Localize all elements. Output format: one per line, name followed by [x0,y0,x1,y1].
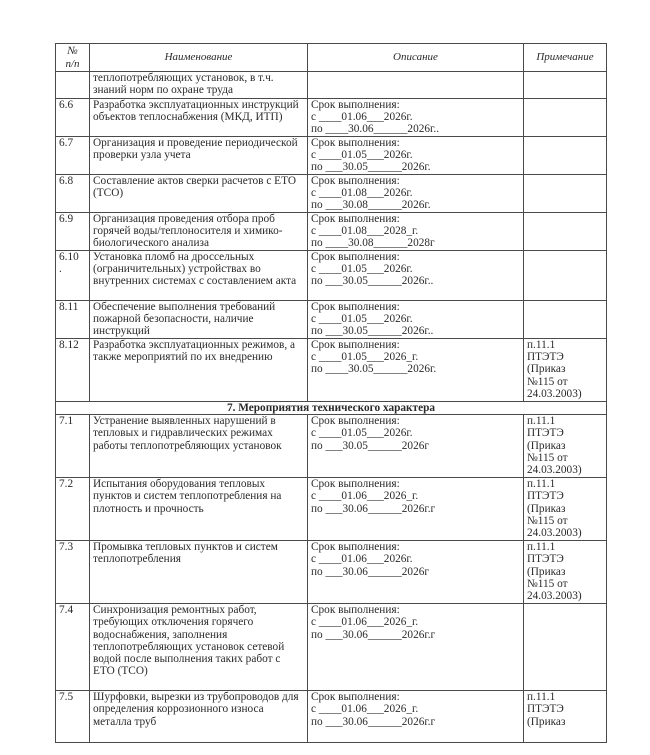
row-note [524,301,607,339]
row-name: Составление актов сверки расчетов с ЕТО (ТСО) [90,175,308,213]
header-description: Описание [308,44,524,72]
row-note [524,137,607,175]
row-note: п.11.1 ПТЭТЭ (Приказ №115 от 24.03.2003) [524,478,607,541]
row-note: п.11.1 ПТЭТЭ (Приказ [524,691,607,743]
row-description: Срок выполнения: с ____01.08___2026г. по ___30.08______2026г. [308,175,524,213]
row-note [524,213,607,251]
table-row [56,415,607,478]
row-number: 7.5 [56,691,90,743]
row-description: Срок выполнения: с ____01.06___2026_г. по ___30.06______2026г.г [308,604,524,691]
table-row [56,72,607,99]
header-name: Наименование [90,44,308,72]
section-title: 7. Мероприятия технического характера [56,402,607,415]
work-plan-table [55,43,607,743]
row-number: 8.12 [56,339,90,402]
row-description [308,72,524,99]
row-note [524,99,607,137]
row-name: Организация и проведение периодической проверки узла учета [90,137,308,175]
row-description: Срок выполнения: с ____01.06___2026г. по ____30.06______2026г.. [308,99,524,137]
table-row [56,137,607,175]
row-number: 7.3 [56,541,90,604]
row-name: теплопотребляющих установок, в т.ч. знаний норм по охране труда [90,72,308,99]
row-note [524,604,607,691]
row-number [56,72,90,99]
row-name: Шурфовки, вырезки из трубопроводов для определения коррозионного износа металла труб [90,691,308,743]
table-row [56,301,607,339]
table-row [56,175,607,213]
row-description: Срок выполнения: с ____01.08___2028_г. по ____30.08______2028г [308,213,524,251]
row-number: 7.1 [56,415,90,478]
row-description: Срок выполнения: с ____01.05___2026г. по ___30.05______2026г [308,415,524,478]
row-name: Установка пломб на дроссельных (ограничительных) устройствах во внутренних системах с составлением акта [90,251,308,301]
row-name: Разработка эксплуатационных режимов, а также мероприятий по их внедрению [90,339,308,402]
row-name: Устранение выявленных нарушений в тепловых и гидравлических режимах работы теплопотребляющих установок [90,415,308,478]
row-note: п.11.1 ПТЭТЭ (Приказ №115 от 24.03.2003) [524,541,607,604]
table-body-bottom [56,415,607,743]
row-number: 6.8 [56,175,90,213]
table-row [56,251,607,301]
row-description: Срок выполнения: с ____01.05___2026г. по ___30.05______2026г. [308,137,524,175]
row-note: п.11.1 ПТЭТЭ (Приказ №115 от 24.03.2003) [524,415,607,478]
row-note [524,175,607,213]
table-row [56,541,607,604]
table-row [56,604,607,691]
table-body-top [56,72,607,402]
row-note: п.11.1 ПТЭТЭ (Приказ №115 от 24.03.2003) [524,339,607,402]
row-description: Срок выполнения: с ____01.05___2026г. по ___30.05______2026г.. [308,301,524,339]
row-number: 6.9 [56,213,90,251]
table-row [56,213,607,251]
row-note [524,72,607,99]
row-description: Срок выполнения: с ____01.06___2026_г. по ___30.06______2026г.г [308,691,524,743]
row-description: Срок выполнения: с ____01.05___2026_г. по ____30.05______2026г. [308,339,524,402]
row-number: 6.10 . [56,251,90,301]
table-row [56,691,607,743]
row-number: 7.2 [56,478,90,541]
row-number: 8.11 [56,301,90,339]
row-description: Срок выполнения: с ____01.06___2026г. по ___30.06______2026г [308,541,524,604]
row-name: Промывка тепловых пунктов и систем теплопотребления [90,541,308,604]
row-description: Срок выполнения: с ____01.06___2026_г. по ___30.06______2026г.г [308,478,524,541]
header-note: Примечание [524,44,607,72]
table-row [56,99,607,137]
row-name: Испытания оборудования тепловых пунктов и систем теплопотребления на плотность и прочность [90,478,308,541]
row-number: 6.7 [56,137,90,175]
row-name: Обеспечение выполнения требований пожарной безопасности, наличие инструкций [90,301,308,339]
section-row [56,402,607,415]
row-note [524,251,607,301]
row-name: Синхронизация ремонтных работ, требующих отключения горячего водоснабжения, заполнения теплопотребляющих установок сетевой водой после выполнения таких работ с ЕТО (ТСО) [90,604,308,691]
table-row [56,339,607,402]
table-row [56,478,607,541]
row-number: 6.6 [56,99,90,137]
row-number: 7.4 [56,604,90,691]
row-name: Организация проведения отбора проб горячей воды/теплоносителя и химико-биологического анализа [90,213,308,251]
row-description: Срок выполнения: с ____01.05___2026г. по ___30.05______2026г.. [308,251,524,301]
row-name: Разработка эксплуатационных инструкций объектов теплоснабжения (МКД, ИТП) [90,99,308,137]
table-header-row [56,44,607,72]
header-number: № п/п [56,44,90,72]
